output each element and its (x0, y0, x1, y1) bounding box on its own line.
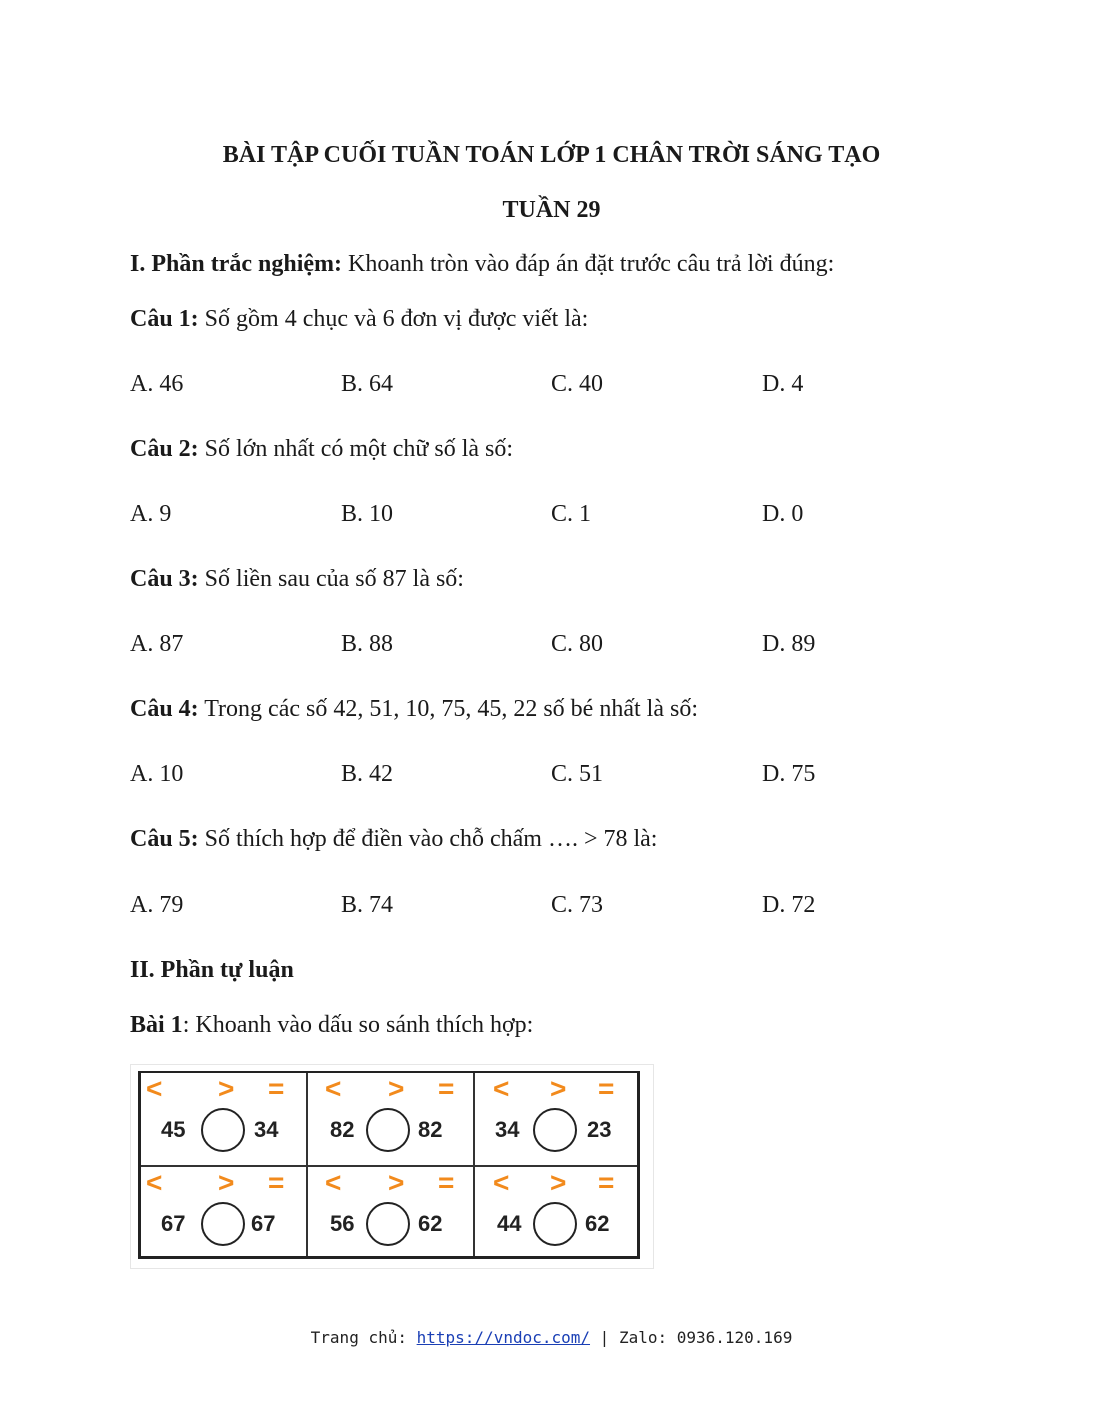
q4-option-a[interactable]: A. 10 (130, 761, 184, 787)
q2-option-d[interactable]: D. 0 (762, 501, 804, 527)
greater-than-symbol[interactable]: > (218, 1073, 235, 1104)
question-text: Số gồm 4 chục và 6 đơn vị được viết là: (198, 306, 589, 332)
compare-grid (138, 1071, 640, 1259)
equals-symbol[interactable]: = (268, 1073, 285, 1104)
question-label: Câu 2: (130, 436, 199, 462)
bai1-label: Bài 1 (130, 1012, 183, 1038)
q4-option-b[interactable]: B. 42 (341, 761, 394, 787)
bai1-text: : Khoanh vào dấu so sánh thích hợp: (182, 1012, 534, 1038)
left-number: 82 (330, 1117, 355, 1142)
answer-circle[interactable] (201, 1108, 245, 1152)
less-than-symbol[interactable]: < (146, 1167, 163, 1198)
left-number: 56 (330, 1211, 355, 1236)
greater-than-symbol[interactable]: > (550, 1167, 567, 1198)
part2-title: II. Phần tự luận (130, 957, 294, 983)
answer-circle[interactable] (533, 1108, 577, 1152)
right-number: 67 (251, 1211, 276, 1236)
less-than-symbol[interactable]: < (325, 1167, 342, 1198)
compare-cell (475, 1073, 642, 1166)
q2-option-c[interactable]: C. 1 (551, 501, 592, 527)
right-number: 62 (418, 1211, 443, 1236)
q1-option-c[interactable]: C. 40 (551, 371, 604, 397)
q3-option-c[interactable]: C. 80 (551, 631, 604, 657)
equals-symbol[interactable]: = (268, 1167, 285, 1198)
q5-option-a[interactable]: A. 79 (130, 892, 184, 918)
q4-option-c[interactable]: C. 51 (551, 761, 604, 787)
equals-symbol[interactable]: = (438, 1167, 455, 1198)
question-text: Số thích hợp để điền vào chỗ chấm …. > 78 là: (198, 826, 658, 852)
question-1 (130, 306, 588, 333)
less-than-symbol[interactable]: < (493, 1073, 510, 1104)
question-label: Câu 5: (130, 826, 199, 852)
page-subtitle: TUẦN 29 (502, 197, 601, 223)
compare-cell (308, 1073, 475, 1166)
page-footer (0, 1328, 1103, 1347)
question-3 (130, 566, 464, 593)
q1-option-d[interactable]: D. 4 (762, 371, 804, 397)
part2-heading (130, 957, 294, 984)
right-number: 34 (254, 1117, 279, 1142)
less-than-symbol[interactable]: < (146, 1073, 163, 1104)
question-label: Câu 3: (130, 566, 199, 592)
equals-symbol[interactable]: = (598, 1073, 615, 1104)
part1-title: I. Phần trắc nghiệm: (130, 251, 342, 277)
question-text: Số liền sau của số 87 là số: (198, 566, 464, 592)
q3-option-b[interactable]: B. 88 (341, 631, 394, 657)
bai1-prompt (130, 1012, 533, 1039)
compare-cell (308, 1167, 475, 1260)
less-than-symbol[interactable]: < (493, 1167, 510, 1198)
right-number: 82 (418, 1117, 443, 1142)
q3-option-a[interactable]: A. 87 (130, 631, 184, 657)
question-4 (130, 696, 698, 723)
question-text: Số lớn nhất có một chữ số là số: (198, 436, 514, 462)
question-label: Câu 1: (130, 306, 199, 332)
question-5 (130, 826, 657, 853)
greater-than-symbol[interactable]: > (218, 1167, 235, 1198)
answer-circle[interactable] (366, 1202, 410, 1246)
question-2 (130, 436, 513, 463)
greater-than-symbol[interactable]: > (388, 1073, 405, 1104)
left-number: 34 (495, 1117, 520, 1142)
greater-than-symbol[interactable]: > (388, 1167, 405, 1198)
footer-home-link[interactable]: https://vndoc.com/ (416, 1328, 591, 1347)
left-number: 67 (161, 1211, 186, 1236)
footer-zalo: Zalo: 0936.120.169 (618, 1328, 793, 1347)
part1-heading (130, 251, 834, 278)
q2-option-b[interactable]: B. 10 (341, 501, 394, 527)
footer-home-label: Trang chủ: (310, 1328, 407, 1347)
answer-circle[interactable] (533, 1202, 577, 1246)
greater-than-symbol[interactable]: > (550, 1073, 567, 1104)
answer-circle[interactable] (201, 1202, 245, 1246)
part1-instruction: Khoanh tròn vào đáp án đặt trước câu trả lời đúng: (342, 251, 835, 277)
less-than-symbol[interactable]: < (325, 1073, 342, 1104)
left-number: 44 (497, 1211, 522, 1236)
equals-symbol[interactable]: = (438, 1073, 455, 1104)
left-number: 45 (161, 1117, 186, 1142)
q5-option-d[interactable]: D. 72 (762, 892, 816, 918)
q4-option-d[interactable]: D. 75 (762, 761, 816, 787)
question-label: Câu 4: (130, 696, 199, 722)
q5-option-b[interactable]: B. 74 (341, 892, 394, 918)
compare-table (130, 1064, 654, 1269)
equals-symbol[interactable]: = (598, 1167, 615, 1198)
compare-cell (141, 1073, 308, 1166)
right-number: 62 (585, 1211, 610, 1236)
answer-circle[interactable] (366, 1108, 410, 1152)
compare-cell (475, 1167, 642, 1260)
footer-separator: | (599, 1328, 610, 1347)
question-text: Trong các số 42, 51, 10, 75, 45, 22 số bé nhất là số: (198, 696, 698, 722)
page-title: BÀI TẬP CUỐI TUẦN TOÁN LỚP 1 CHÂN TRỜI SÁNG TẠO (222, 142, 881, 168)
q3-option-d[interactable]: D. 89 (762, 631, 816, 657)
q1-option-b[interactable]: B. 64 (341, 371, 394, 397)
q1-option-a[interactable]: A. 46 (130, 371, 184, 397)
q2-option-a[interactable]: A. 9 (130, 501, 172, 527)
right-number: 23 (587, 1117, 612, 1142)
q5-option-c[interactable]: C. 73 (551, 892, 604, 918)
compare-cell (141, 1167, 308, 1260)
